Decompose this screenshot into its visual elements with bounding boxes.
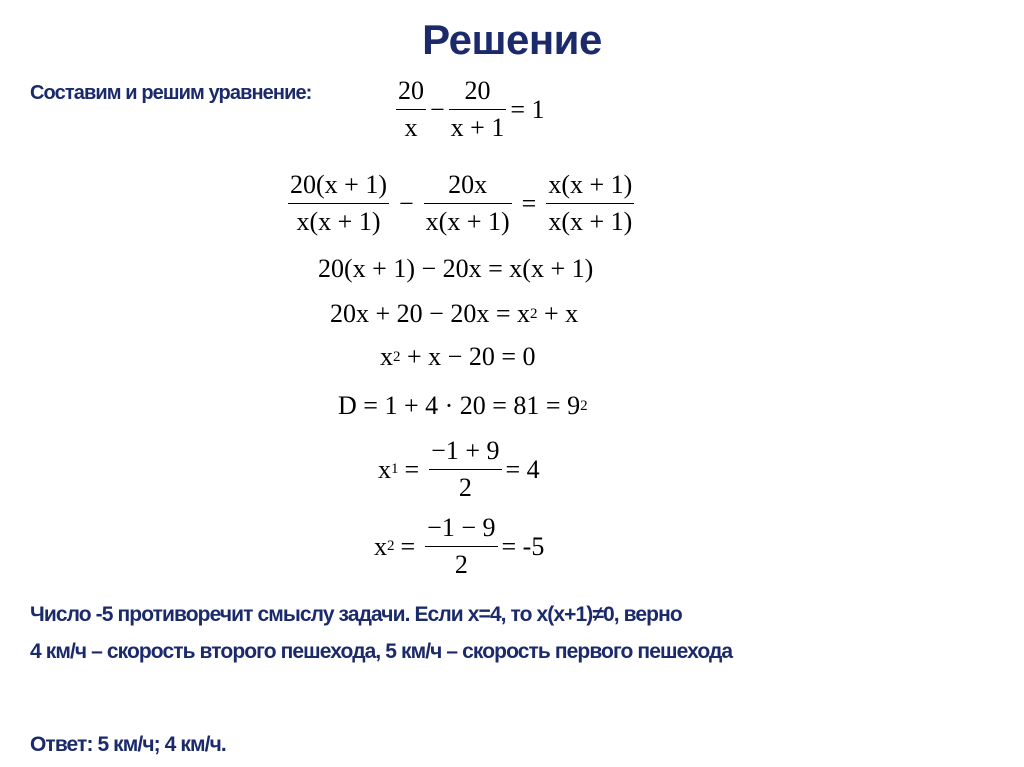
operator: = (400, 531, 416, 561)
fraction (396, 76, 426, 143)
fraction (424, 170, 512, 237)
expr: 20x + 20 − 20x = x (330, 299, 530, 328)
slide-title: Решение (422, 16, 602, 63)
denominator: 2 (458, 473, 472, 502)
denominator: 2 (454, 550, 468, 579)
root-x2 (374, 513, 544, 580)
quadratic-equation (380, 342, 536, 372)
expr: + x − 20 = 0 (400, 342, 536, 371)
fraction (546, 170, 634, 237)
answer-text: Ответ: 5 км/ч; 4 км/ч. (30, 733, 226, 756)
expr: + x (537, 299, 579, 328)
equation-common-denominator (284, 170, 638, 237)
right-side: = -5 (501, 531, 545, 561)
operator: − (398, 188, 414, 218)
denominator: x(x + 1) (296, 207, 381, 236)
operator: − (430, 94, 445, 124)
note-speeds: 4 км/ч – скорость второго пешехода, 5 км/ч – скорость первого пешехода (30, 640, 733, 663)
fraction (449, 76, 507, 143)
equation-line-3: 20(x + 1) − 20x = x(x + 1) (318, 254, 594, 283)
denominator: x (404, 113, 418, 142)
fraction (288, 170, 389, 237)
numerator: x(x + 1) (548, 170, 633, 199)
denominator: x(x + 1) (425, 207, 510, 236)
right-side: = 4 (505, 454, 540, 484)
denominator: x + 1 (450, 113, 505, 142)
expr: D = 1 + 4 · 20 = 81 = 9 (338, 391, 581, 420)
numerator: 20 (464, 76, 491, 105)
exponent: 2 (530, 305, 538, 322)
fraction (425, 513, 497, 580)
operator: = (404, 454, 420, 484)
variable: x (374, 531, 387, 561)
exponent: 2 (393, 348, 401, 365)
intro-text: Составим и решим уравнение: (30, 82, 312, 104)
expr: x (380, 342, 393, 371)
operator: = (521, 188, 537, 218)
fraction (429, 436, 501, 503)
equation-line-4 (330, 299, 578, 329)
numerator: 20x (448, 170, 488, 199)
numerator: −1 + 9 (431, 436, 500, 465)
note-validation: Число -5 противоречит смыслу задачи. Если x=4, то x(x+1)≠0, верно (30, 603, 682, 626)
root-x1 (378, 436, 540, 503)
denominator: x(x + 1) (548, 207, 633, 236)
discriminant (338, 391, 588, 421)
numerator: 20(x + 1) (290, 170, 387, 199)
subscript: 1 (391, 461, 399, 477)
numerator: −1 − 9 (427, 513, 496, 542)
subscript: 2 (387, 538, 395, 554)
numerator: 20 (398, 76, 424, 105)
right-side: = 1 (510, 94, 545, 124)
equation-original (392, 76, 545, 143)
exponent: 2 (580, 397, 588, 414)
variable: x (378, 454, 391, 484)
